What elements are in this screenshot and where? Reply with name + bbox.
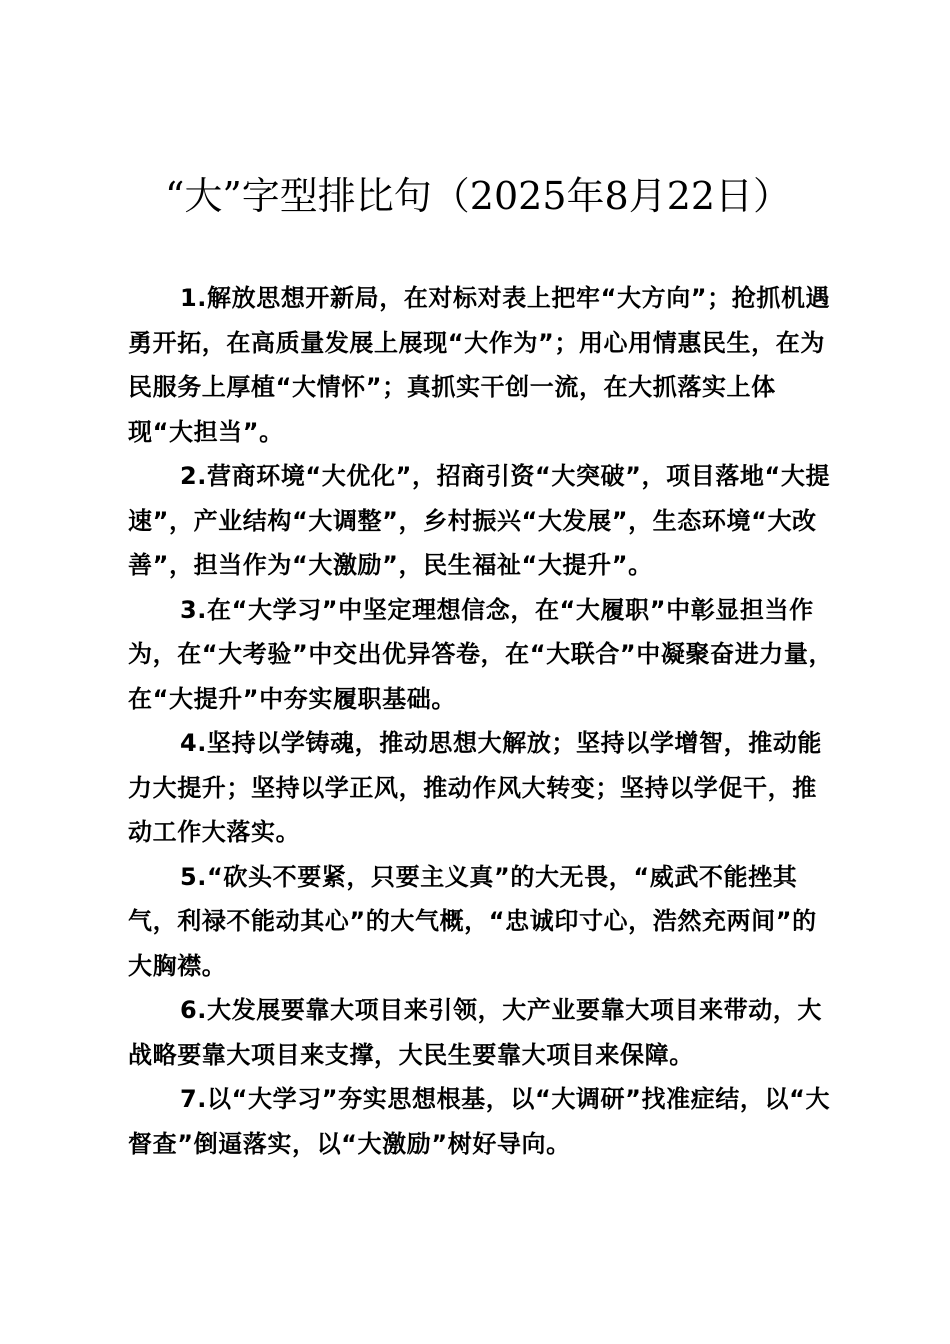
document-title: “大”字型排比句（2025年8月22日） bbox=[164, 174, 792, 218]
paragraph-4: 4.坚持以学铸魂，推动思想大解放；坚持以学增智，推动能力大提升；坚持以学正风，推动作风大转变；坚持以学促干，推动工作大落实。 bbox=[128, 729, 823, 846]
paragraph-6: 6.大发展要靠大项目来引领，大产业要靠大项目来带动，大战略要靠大项目来支撑，大民生要靠大项目来保障。 bbox=[128, 996, 823, 1069]
paragraph-2: 2.营商环境“大优化”，招商引资“大突破”，项目落地“大提速”，产业结构“大调整”，乡村振兴“大发展”，生态环境“大改善”，担当作为“大激励”，民生福祉“大提升”。 bbox=[128, 462, 831, 579]
paragraph-7: 7.以“大学习”夯实思想根基，以“大调研”找准症结，以“大督查”倒逼落实，以“大激励”树好导向。 bbox=[128, 1085, 831, 1158]
document-body bbox=[128, 276, 834, 1166]
paragraph-3: 3.在“大学习”中坚定理想信念，在“大履职”中彰显担当作为，在“大考验”中交出优异答卷，在“大联合”中凝聚奋进力量，在“大提升”中夯实履职基础。 bbox=[128, 595, 834, 713]
paragraph-5: 5.“砍头不要紧，只要主义真”的大无畏，“威武不能挫其气，利禄不能动其心”的大气概，“忠诚印寸心，浩然充两间”的大胸襟。 bbox=[128, 862, 817, 980]
paragraph-1: 1.解放思想开新局，在对标对表上把牢“大方向”；抢抓机遇勇开拓，在高质量发展上展现“大作为”；用心用情惠民生，在为民服务上厚植“大情怀”；真抓实干创一流，在大抓落实上体现“大担当”。 bbox=[128, 284, 831, 446]
